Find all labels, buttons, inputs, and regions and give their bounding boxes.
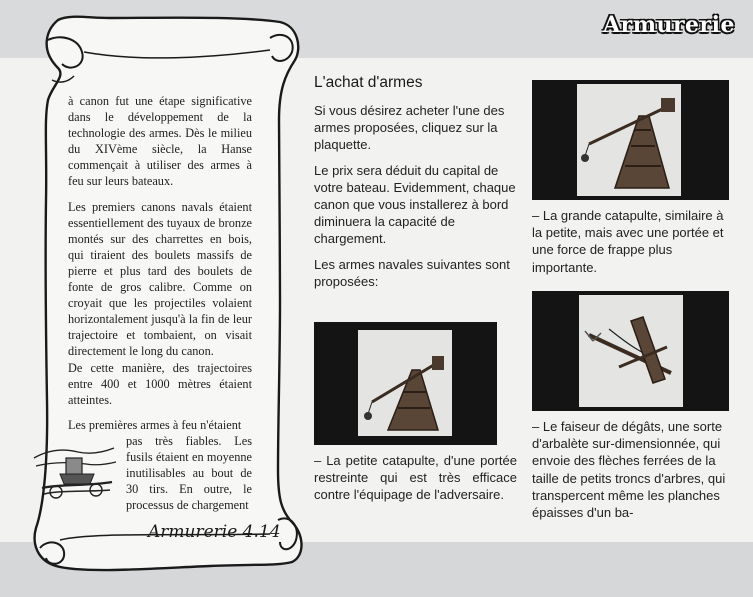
damage-maker-caption: – Le faiseur de dégâts, une sorte d'arbalète sur-dimensionnée, qui envoie des flèches ferrées de la taille de petits troncs d'arbres, qui transpercent même les planches épaisses d'un ba- <box>532 419 726 521</box>
intro-paragraph-1: Si vous désirez acheter l'une des armes proposées, cliquez sur la plaquette. <box>314 103 505 153</box>
large-catapult-photo <box>532 80 729 200</box>
header-title: Armurerie <box>603 12 735 38</box>
main-column <box>314 74 519 298</box>
scroll-paragraph-2b: De cette manière, des trajectoires entre 400 et 1000 mètres étaient atteintes. <box>68 360 252 407</box>
scroll-paragraph-3-rest: pas très fiables. Les fusils étaient en moyenne inutilisables au bout de 30 tirs. En outre, le processus de chargement <box>126 433 252 513</box>
intro-paragraph-2: Le prix sera déduit du capital de votre bateau. Evidemment, chaque canon que vous installerez à bord diminuera la capacité de chargement. <box>314 162 516 247</box>
scroll-paragraph-2: Les premiers canons navals étaient essentiellement des tuyaux de bronze montés sur des charrettes en bois, qui tiraient des boulets massifs de pierre et plus tard des boulets de fonte de gros calibre. Comme on croyait que les projectiles volaient horizontalement jusqu'à la fin de leur trajectoire et tombaient, on visait directement le long du canon. <box>68 199 252 359</box>
catapult-icon <box>577 84 681 196</box>
ballista-icon <box>579 295 683 407</box>
large-catapult-caption: – La grande catapulte, similaire à la petite, mais avec une portée et une force de frappe plus importante. <box>532 208 724 275</box>
cannon-sketch-icon <box>30 440 118 502</box>
scroll-footer-label: Armurerie 4.14 <box>148 522 281 542</box>
scroll-paragraph-1: à canon fut une étape significative dans le développement de la technologie des armes. Dès le milieu du XIVème siècle, la Hanse commençait à utiliser des armes à feu sur leurs bateaux. <box>68 94 252 189</box>
catapult-icon <box>358 330 452 436</box>
damage-maker-photo <box>532 291 729 411</box>
scroll-paragraph-3-first-line: Les premières armes à feu n'étaient <box>68 417 242 432</box>
intro-paragraph-3: Les armes navales suivantes sont proposées: <box>314 256 510 289</box>
small-catapult-caption: – La petite catapulte, d'une portée restreinte qui est très efficace contre l'équipage de l'adversaire. <box>314 453 517 503</box>
section-title: L'achat d'armes <box>314 74 423 91</box>
small-catapult-photo <box>314 322 497 445</box>
